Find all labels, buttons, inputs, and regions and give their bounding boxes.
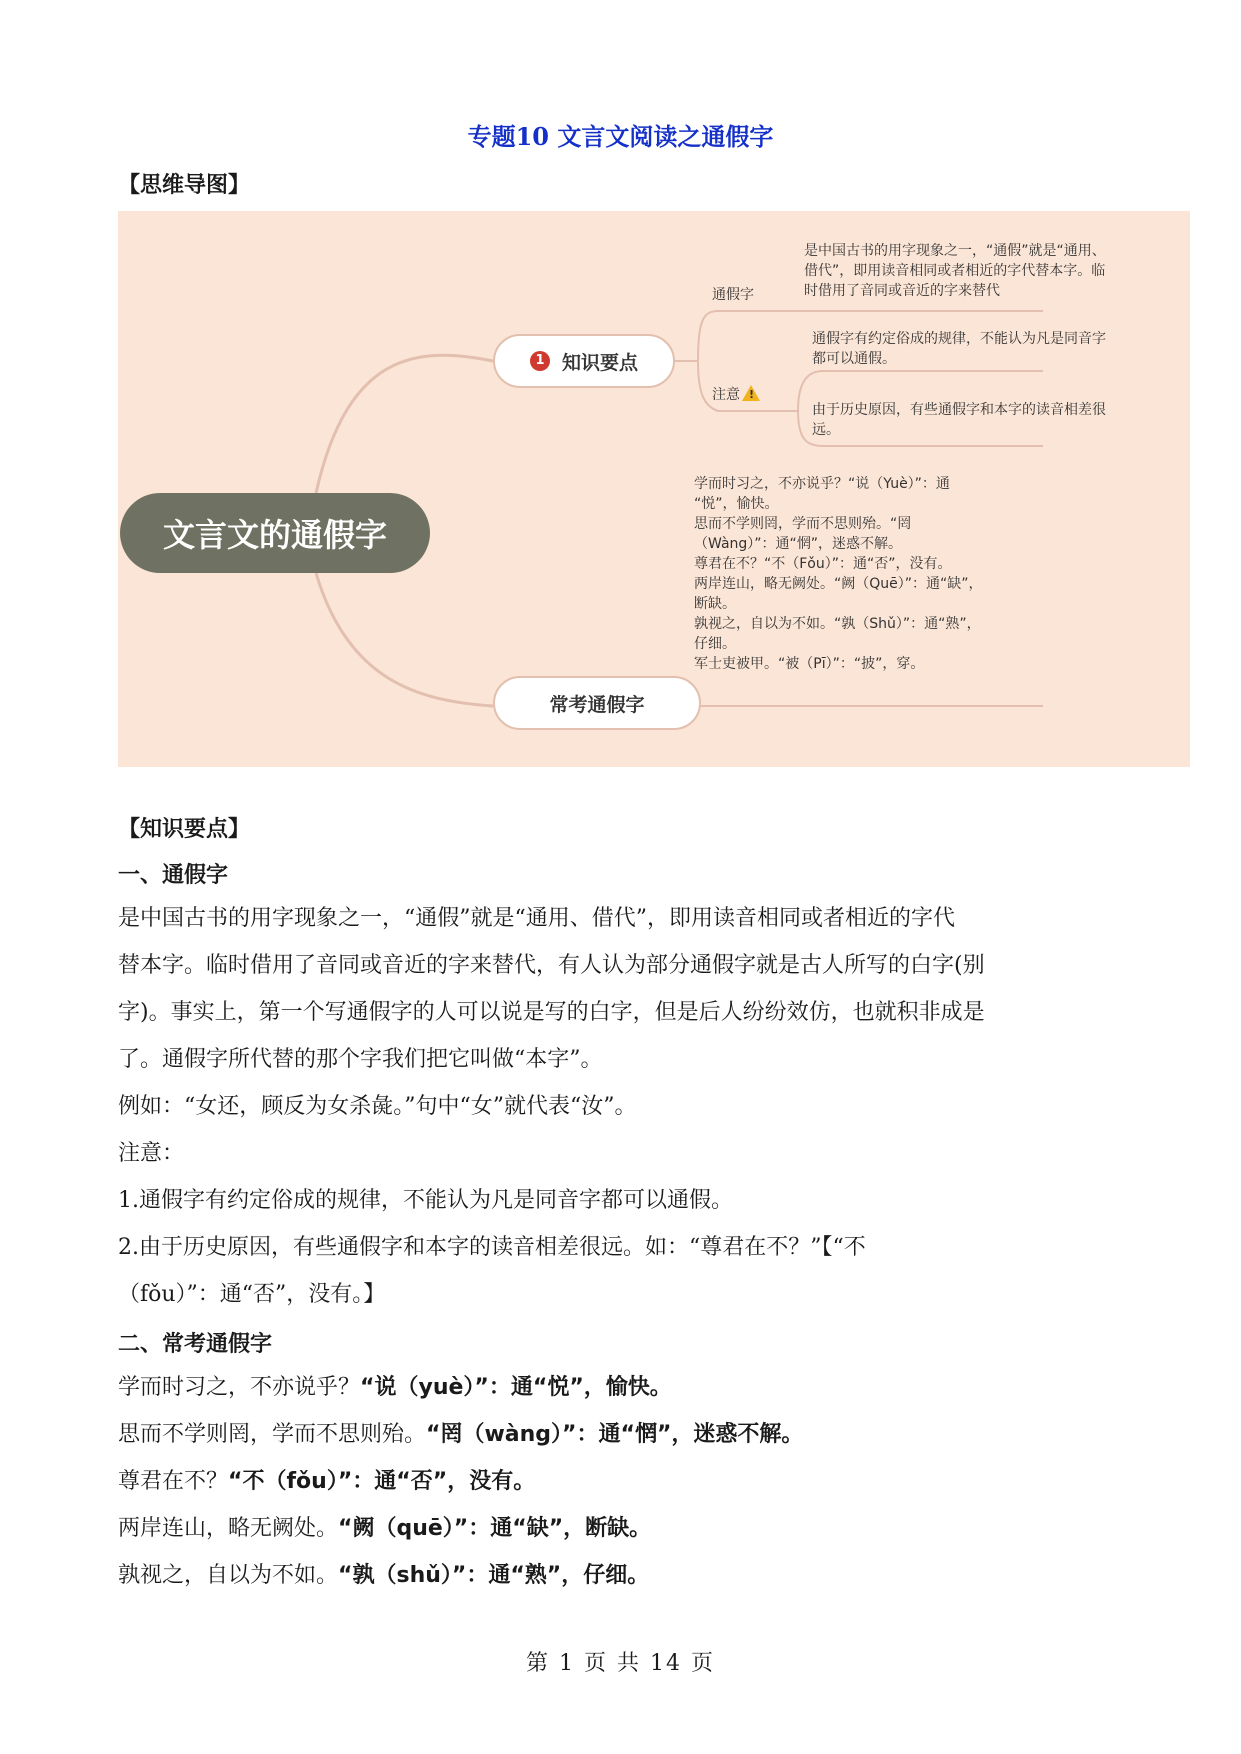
example-sentence: 尊君在不？ [118, 1469, 229, 1494]
number-badge-icon: 1 [530, 351, 550, 371]
mindmap-diagram [118, 211, 1190, 767]
paragraph-line: 替本字。临时借用了音同或音近的字来替代，有人认为部分通假字就是古人所写的白字(别 [118, 953, 985, 978]
example-sentence: 思而不学则罔，学而不思则殆。 [118, 1422, 427, 1447]
paragraph-line: 了。通假字所代替的那个字我们把它叫做“本字”。 [118, 1047, 603, 1072]
mindmap-note2-text: 由于历史原因，有些通假字和本字的读音相差很 远。 [812, 402, 1106, 438]
section2-body [118, 1364, 1128, 1599]
mindmap-note1-text: 通假字有约定俗成的规律，不能认为凡是同音字 都可以通假。 [812, 331, 1106, 367]
example-note: “说（yuè）”：通“悦”，愉快。 [360, 1375, 672, 1400]
mindmap-examples-text: 学而时习之，不亦说乎？“说（Yuè）”：通 “悦”，愉快。 思而不学则罔，学而不思则殆。“罔 （Wàng）”：通“惘”，迷惑不解。 尊君在不？“不（Fǒu）”：通“否”，没有。 两岸连山，略无阙处。“阙（Quē）”：通“缺”， 断缺。 孰视之，自以为不如。“孰（Shǔ）”：通“熟”， 仔细。 军士吏被甲。“被（Pī）”：“披”，穿。 [694, 476, 983, 672]
example-note: “不（fǒu）”：通“否”，没有。 [228, 1469, 536, 1494]
paragraph-line: 1.通假字有约定俗成的规律，不能认为凡是同音字都可以通假。 [118, 1188, 733, 1213]
mindmap-branch-tongjiazi: 通假字 [712, 287, 754, 303]
example-note: “罔（wàng）”：通“惘”，迷惑不解。 [426, 1422, 804, 1447]
section2-heading: 二、常考通假字 [118, 1332, 273, 1357]
example-note: “孰（shǔ）”：通“熟”，仔细。 [338, 1563, 650, 1588]
list-item [118, 1364, 1128, 1411]
list-item [118, 1552, 1128, 1599]
paragraph-line: 注意： [118, 1141, 185, 1166]
mindmap-node-common [493, 676, 701, 730]
mindmap-node-common-label: 常考通假字 [549, 693, 645, 716]
mindmap-node-knowledge [493, 334, 675, 388]
list-item [118, 1411, 1128, 1458]
page-footer: 第 1 页 共 14 页 [526, 1651, 715, 1676]
example-sentence: 孰视之，自以为不如。 [118, 1563, 339, 1588]
warning-icon: ! [742, 385, 760, 401]
mindmap-root-node: 文言文的通假字 [120, 493, 430, 573]
section1-heading: 一、通假字 [118, 863, 229, 888]
document-title: 专题10 文言文阅读之通假字 [467, 122, 774, 151]
paragraph-line: 字)。事实上，第一个写通假字的人可以说是写的白字，但是后人纷纷效仿，也就积非成是 [118, 1000, 985, 1025]
example-sentence: 两岸连山，略无阙处。 [118, 1516, 339, 1541]
paragraph-line: 例如：“女还，顾反为女杀彘。”句中“女”就代表“汝”。 [118, 1094, 637, 1119]
example-sentence: 学而时习之，不亦说乎？ [118, 1375, 361, 1400]
paragraph-line: 是中国古书的用字现象之一，“通假”就是“通用、借代”，即用读音相同或者相近的字代 [118, 906, 955, 931]
mindmap-node-knowledge-label: 知识要点 [561, 351, 638, 374]
list-item [118, 1458, 1128, 1505]
mindmap-heading: 【思维导图】 [118, 173, 251, 198]
knowledge-heading: 【知识要点】 [118, 817, 251, 842]
mindmap-branch-zhuyi [712, 384, 760, 404]
paragraph-line: 2.由于历史原因，有些通假字和本字的读音相差很远。如：“尊君在不？”【“不 [118, 1235, 866, 1260]
paragraph-line: （fǒu）”：通“否”，没有。】 [118, 1282, 386, 1307]
list-item [118, 1505, 1128, 1552]
mindmap-branch-zhuyi-label: 注意 [712, 387, 740, 403]
example-note: “阙（quē）”：通“缺”，断缺。 [338, 1516, 652, 1541]
section1-body [118, 895, 1128, 1318]
mindmap-definition-text: 是中国古书的用字现象之一，“通假”就是“通用、 借代”，即用读音相同或者相近的字代替本字。临 时借用了音同或音近的字来替代 [804, 243, 1106, 299]
